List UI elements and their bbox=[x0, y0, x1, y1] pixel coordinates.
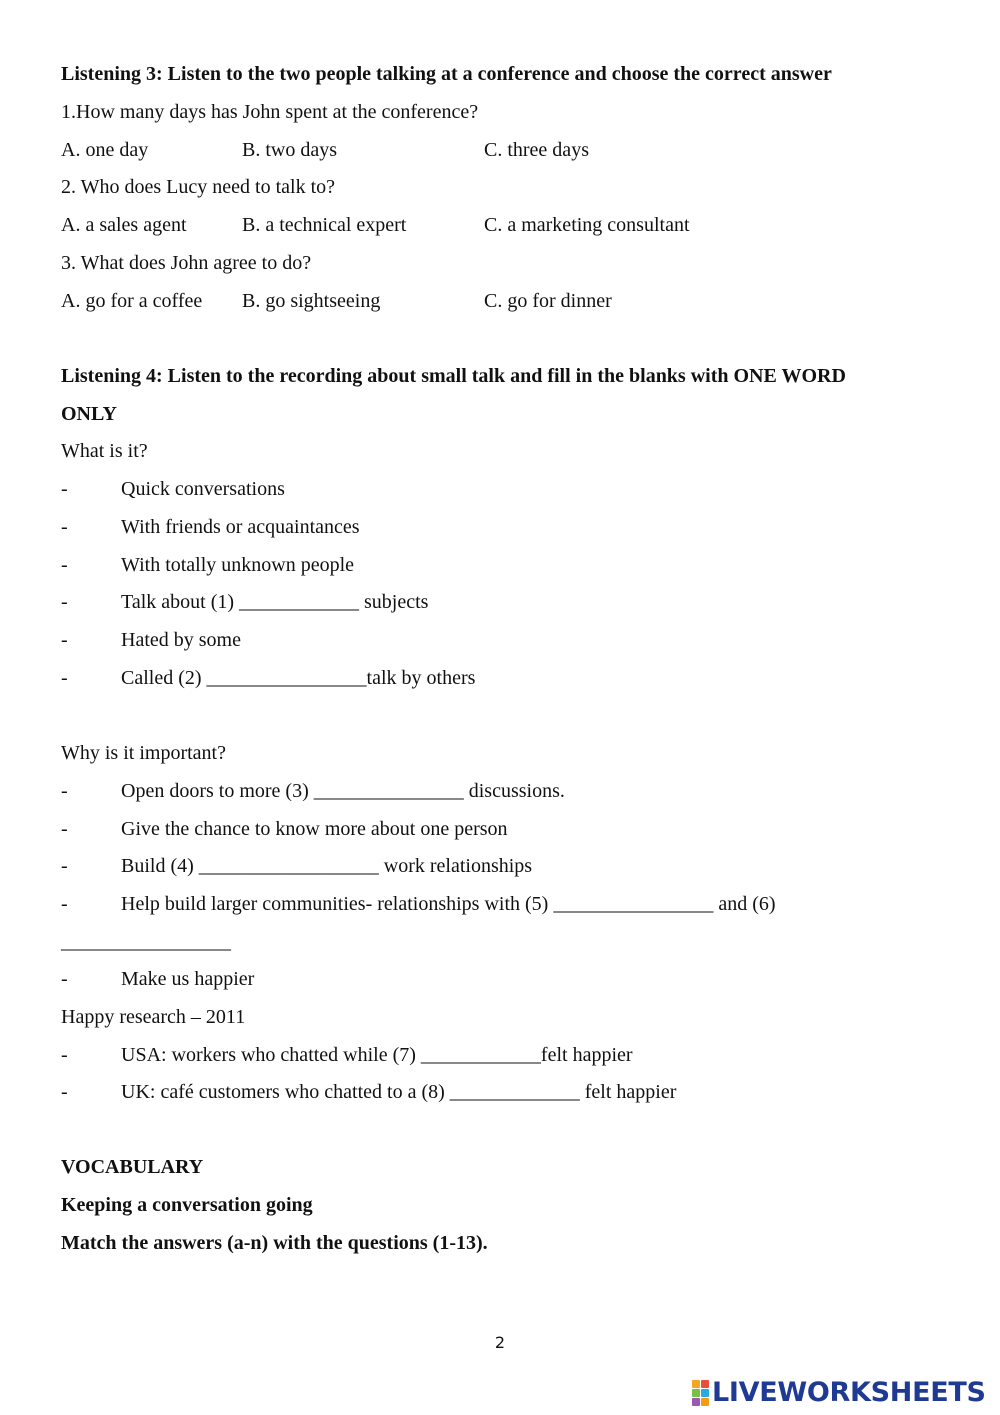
option-c: C. three days bbox=[484, 139, 589, 161]
bullet-dash: - bbox=[61, 629, 68, 651]
list-item bbox=[61, 628, 921, 652]
list-item bbox=[61, 779, 921, 803]
blank-5-6-text: Help build larger communities- relationships with (5) ________________ and (6) bbox=[121, 893, 776, 915]
bullet-dash: - bbox=[61, 780, 68, 802]
bullet-dash: - bbox=[61, 554, 68, 576]
option-b: B. two days bbox=[242, 139, 337, 161]
list-item bbox=[61, 854, 921, 878]
why-important-heading: Why is it important? bbox=[61, 742, 226, 764]
bullet-dash: - bbox=[61, 968, 68, 990]
blank-1-text: Talk about (1) ____________ subjects bbox=[121, 591, 429, 613]
option-c: C. go for dinner bbox=[484, 290, 612, 312]
listening-4-heading-cont: ONLY bbox=[61, 403, 117, 425]
logo-text: LIVEWORKSHEETS bbox=[712, 1377, 986, 1408]
list-item-text: Quick conversations bbox=[121, 478, 285, 500]
blank-4-text: Build (4) __________________ work relationships bbox=[121, 855, 533, 877]
option-a: A. go for a coffee bbox=[61, 290, 203, 312]
page-number: 2 bbox=[494, 1333, 506, 1352]
logo-square bbox=[701, 1380, 709, 1388]
list-item-text: Hated by some bbox=[121, 629, 241, 651]
question-3: 3. What does John agree to do? bbox=[61, 252, 312, 274]
logo-squares-icon bbox=[692, 1380, 709, 1406]
option-b: B. go sightseeing bbox=[242, 290, 381, 312]
bullet-dash: - bbox=[61, 667, 68, 689]
question-1: 1.How many days has John spent at the conference? bbox=[61, 101, 479, 123]
logo-square bbox=[701, 1389, 709, 1397]
list-item bbox=[61, 817, 921, 841]
research-heading: Happy research – 2011 bbox=[61, 1006, 246, 1028]
listening-4-heading: Listening 4: Listen to the recording about small talk and fill in the blanks with ONE WORD bbox=[61, 365, 846, 387]
bullet-dash: - bbox=[61, 818, 68, 840]
bullet-dash: - bbox=[61, 855, 68, 877]
option-b: B. a technical expert bbox=[242, 214, 407, 236]
list-item bbox=[61, 553, 921, 577]
question-1-options bbox=[61, 138, 761, 162]
list-item bbox=[61, 477, 921, 501]
list-item bbox=[61, 590, 921, 614]
bullet-dash: - bbox=[61, 893, 68, 915]
bullet-dash: - bbox=[61, 1044, 68, 1066]
logo-square bbox=[692, 1380, 700, 1388]
blank-8-text: UK: café customers who chatted to a (8) _____________ felt happier bbox=[121, 1081, 677, 1103]
list-item bbox=[61, 666, 921, 690]
listening-3-heading: Listening 3: Listen to the two people talking at a conference and choose the correct answer bbox=[61, 63, 832, 85]
logo-square bbox=[701, 1398, 709, 1406]
vocabulary-subheading: Keeping a conversation going bbox=[61, 1194, 313, 1216]
list-item bbox=[61, 1043, 921, 1067]
list-item bbox=[61, 515, 921, 539]
list-item-text: Give the chance to know more about one person bbox=[121, 818, 508, 840]
vocabulary-instruction: Match the answers (a-n) with the questions (1-13). bbox=[61, 1232, 488, 1254]
liveworksheets-logo bbox=[692, 1378, 986, 1408]
blank-6-continuation: _________________ bbox=[61, 931, 231, 953]
blank-2-text: Called (2) ________________talk by others bbox=[121, 667, 476, 689]
logo-square bbox=[692, 1398, 700, 1406]
bullet-dash: - bbox=[61, 1081, 68, 1103]
bullet-dash: - bbox=[61, 516, 68, 538]
list-item-text: Make us happier bbox=[121, 968, 255, 990]
question-2: 2. Who does Lucy need to talk to? bbox=[61, 176, 336, 198]
blank-3-text: Open doors to more (3) _______________ discussions. bbox=[121, 780, 565, 802]
blank-7-text: USA: workers who chatted while (7) ____________felt happier bbox=[121, 1044, 633, 1066]
option-c: C. a marketing consultant bbox=[484, 214, 690, 236]
option-a: A. one day bbox=[61, 139, 149, 161]
list-item-text: With totally unknown people bbox=[121, 554, 355, 576]
list-item bbox=[61, 1080, 921, 1104]
list-item bbox=[61, 967, 921, 991]
bullet-dash: - bbox=[61, 591, 68, 613]
list-item bbox=[61, 892, 921, 916]
logo-square bbox=[692, 1389, 700, 1397]
what-is-it-heading: What is it? bbox=[61, 440, 148, 462]
bullet-dash: - bbox=[61, 478, 68, 500]
list-item-text: With friends or acquaintances bbox=[121, 516, 360, 538]
vocabulary-heading: VOCABULARY bbox=[61, 1156, 204, 1178]
option-a: A. a sales agent bbox=[61, 214, 187, 236]
question-3-options bbox=[61, 289, 761, 313]
question-2-options bbox=[61, 213, 761, 237]
